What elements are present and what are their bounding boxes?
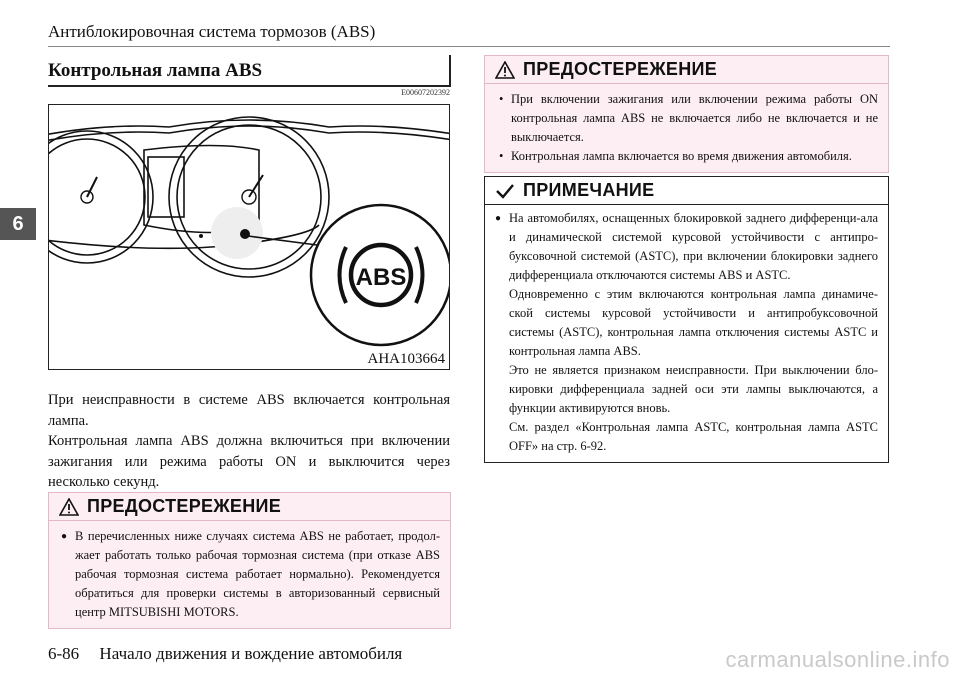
figure-id: AHA103664 <box>367 351 445 367</box>
chapter-title: Начало движения и вождение автомобиля <box>99 644 403 663</box>
warning-title: ПРЕДОСТЕРЕЖЕНИЕ <box>523 59 718 79</box>
warning-header <box>485 56 888 84</box>
instrument-cluster-illustration <box>49 105 450 370</box>
note-title: ПРИМЕЧАНИЕ <box>523 180 655 200</box>
document-code: E00607202392 <box>401 88 450 97</box>
section-rule <box>48 85 451 87</box>
warning-triangle-icon <box>59 498 79 516</box>
warning-box-right <box>484 55 889 173</box>
note-box <box>484 176 889 463</box>
note-header <box>485 177 888 205</box>
warning-body <box>485 84 888 172</box>
running-header: Антиблокировочная система тормозов (ABS) <box>48 22 376 41</box>
note-paragraph-4: См. раздел «Контрольная лампа ASTC, контрольная лампа ASTC OFF» на стр. 6-92. <box>509 420 878 453</box>
watermark: carmanualsonline.info <box>725 647 950 672</box>
note-check-icon <box>495 182 515 200</box>
body-text <box>48 390 450 493</box>
page-footer <box>48 644 402 664</box>
warning-title: ПРЕДОСТЕРЕЖЕНИЕ <box>87 496 282 516</box>
body-paragraph-2: Контрольная лампа ABS должна включиться при включении зажигания или режима работы ON и выключится через несколько секунд. <box>48 433 450 490</box>
warning-body <box>49 521 450 628</box>
note-paragraph-3: Это не является признаком неисправности. При выключении бло-кировки дифференциала задней оси эти лампы выключаются, а функции активируются вновь. <box>509 363 878 415</box>
warning-item: • Контрольная лампа включается во время движения автомобиля. <box>497 147 878 166</box>
note-paragraph-2: Одновременно с этим включаются контрольная лампа динамиче-ской системы курсовой устойчивости и антипробуксовочной системы (ASTC), контрольная лампа отключения системы ASTC и контрольная лампа ABS. <box>509 287 878 358</box>
bullet-icon: ● <box>495 213 502 224</box>
warning-item: ● В перечисленных ниже случаях система ABS не работает, продол-жает работать только рабочая тормозная система (при отказе ABS рабочая тормозная система работает нормально). Рекомендуется обратиться для проверки системы в авторизованный сервисный центр MITSUBISHI MOTORS. <box>61 527 440 622</box>
note-paragraph-1: ● На автомобилях, оснащенных блокировкой заднего дифференци-ала и динамической системой курсовой устойчивости с антипро-буксовочной системой (ASTC), при включении блокировки заднего дифференциала отключаются системы ABS и ASTC. <box>495 211 878 282</box>
warning-box-left <box>48 492 451 629</box>
instrument-cluster-figure <box>48 104 450 370</box>
section-rule-vertical <box>449 55 451 87</box>
chapter-tab: 6 <box>0 208 36 240</box>
body-paragraph-1: При неисправности в системе ABS включается контрольная лампа. <box>48 392 450 429</box>
section-title: Контрольная лампа ABS <box>48 60 263 81</box>
warning-item: • При включении зажигания или включении режима работы ON контрольная лампа ABS не включается либо не включается и не выключается. <box>497 90 878 147</box>
warning-header <box>49 493 450 521</box>
note-body <box>485 205 888 462</box>
page-number: 6-86 <box>48 644 80 663</box>
header-rule <box>48 46 890 47</box>
warning-triangle-icon <box>495 61 515 79</box>
abs-lamp-label: ABS <box>355 264 407 291</box>
